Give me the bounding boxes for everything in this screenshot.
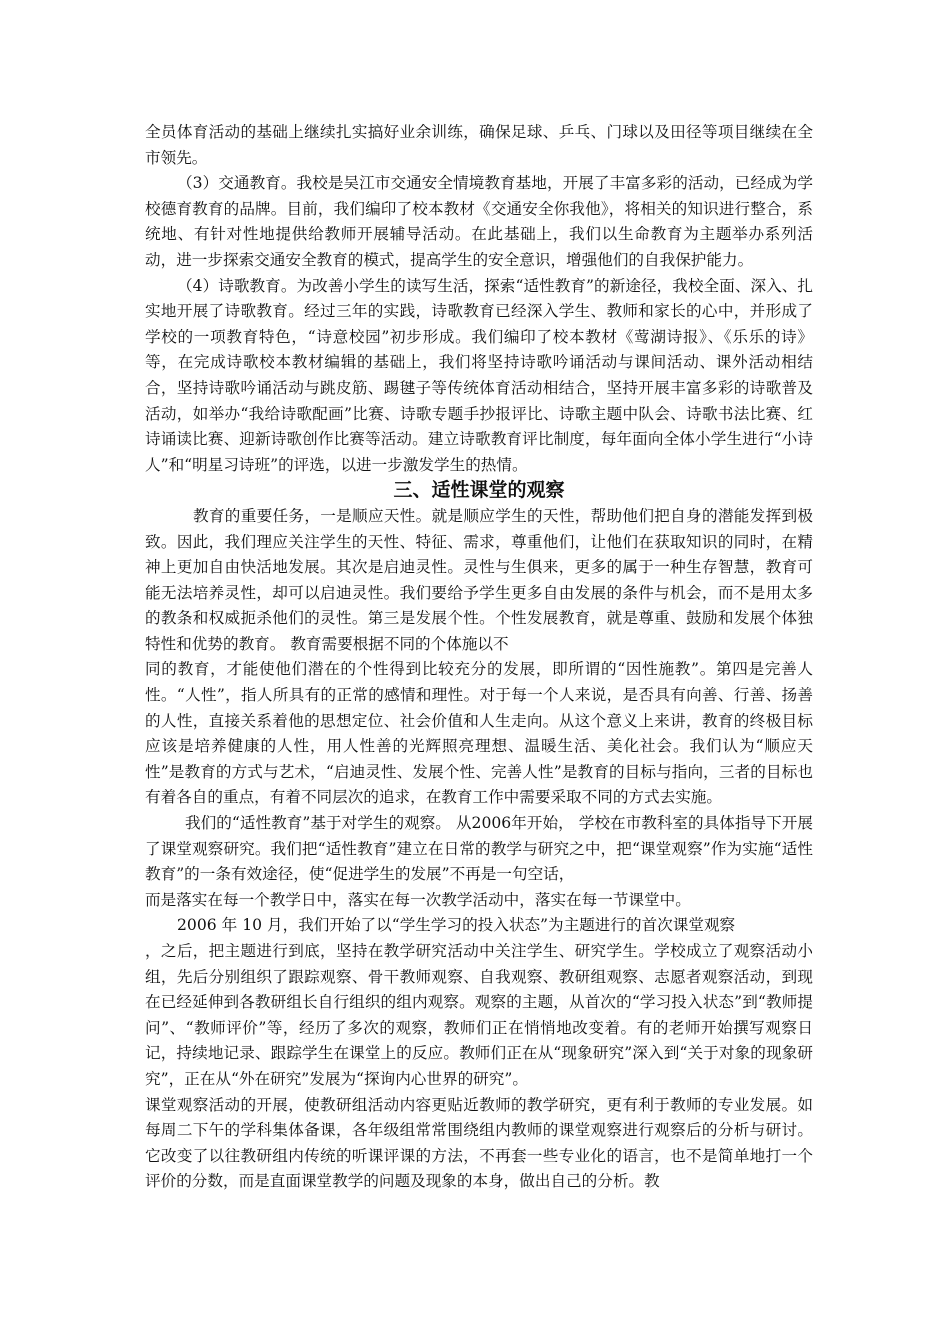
document-body: [145, 120, 813, 1195]
section-heading: 三、适性课堂的观察: [393, 479, 565, 502]
paragraph-education-tasks: 教育的重要任务，一是顺应天性。就是顺应学生的天性，帮助他们把自身的潜能发挥到极致。因此，我们理应关注学生的天性、特征、需求，尊重他们，让他们在获取知识的同时，在精神上更加自由快活地发展。其次是启迪灵性。灵性与生俱来，更多的属于一种生存智慧，教育可能无法培养灵性，却可以启迪灵性。我们要给予学生更多自由发展的条件与机会，而不是用太多的教条和权威扼杀他们的灵性。第三是发展个性。个性发展教育，就是尊重、鼓励和发展个体独特性和优势的教育。 教育需要根据不同的个体施以不: [145, 506, 813, 653]
paragraph-poetry-education: （4）诗歌教育。为改善小学生的读写生活，探索“适性教育”的新途径，我校全面、深入、扎实地开展了诗歌教育。经过三年的实践，诗歌教育已经深入学生、教师和家长的心中，并形成了学校的一项教育特色，“诗意校园”初步形成。我们编印了校本教材《莺湖诗报》、《乐乐的诗》等，在完成诗歌校本教材编辑的基础上，我们将坚持诗歌吟诵活动与课间活动、课外活动相结合，坚持诗歌吟诵活动与跳皮筋、踢毽子等传统体育活动相结合，坚持开展丰富多彩的诗歌普及活动，如举办“我给诗歌配画”比赛、诗歌专题手抄报评比、诗歌主题中队会、诗歌书法比赛、红诗诵读比赛、迎新诗歌创作比赛等活动。建立诗歌教育评比制度，每年面向全体小学生进行“小诗人”和“明星习诗班”的评选，以进一步激发学生的热情。: [145, 276, 813, 474]
paragraph-human-nature: 同的教育，才能使他们潜在的个性得到比较充分的发展，即所谓的“因性施教”。第四是完善人性。“人性”，指人所具有的正常的感情和理性。对于每一个人来说，是否具有向善、行善、扬善的人性，直接关系着他的思想定位、社会价值和人生走向。从这个意义上来讲，教育的终极目标应该是培养健康的人性，用人性善的光辉照亮理想、温暖生活、美化社会。我们认为“顺应天性”是教育的方式与艺术，“启迪灵性、发展个性、完善人性”是教育的目标与指向，三者的目标也有着各自的重点，有着不同层次的追求，在教育工作中需要采取不同的方式去实施。: [145, 660, 813, 807]
paragraph-classroom-observation: 我们的“适性教育”基于对学生的观察。 从2006年开始， 学校在市教科室的具体指导下开展了课堂观察研究。我们把“适性教育”建立在日常的教学与研究之中，把“课堂观察”作为实施“适性教育”的一条有效途径，使“促进学生的发展”不再是一句空话，: [145, 814, 813, 884]
paragraph-first-observation: 2006 年 10 月，我们开始了以“学生学习的投入状态”为主题进行的首次课堂观察: [177, 916, 736, 935]
paragraph-daily-practice: 而是落实在每一个教学日中，落实在每一次教学活动中，落实在每一节课堂中。: [145, 890, 691, 909]
paragraph-traffic-education: （3）交通教育。我校是吴江市交通安全情境教育基地，开展了丰富多彩的活动，已经成为学校德育教育的品牌。目前，我们编印了校本教材《交通安全你我他》，将相关的知识进行整合，系统地、有针对性地提供给教师开展辅导活动。在此基础上，我们以生命教育为主题举办系列活动，进一步探索交通安全教育的模式，提高学生的安全意识，增强他们的自我保护能力。: [145, 174, 813, 269]
paragraph-observation-group: ，之后，把主题进行到底，坚持在教学研究活动中关注学生、研究学生。学校成立了观察活动小组，先后分别组织了跟踪观察、骨干教师观察、自我观察、教研组观察、志愿者观察活动，到现在已经延伸到各教研组长自行组织的组内观察。观察的主题，从首次的“学习投入状态”到“教师提问”、“教师评价”等，经历了多次的观察，教师们正在悄悄地改变着。有的老师开始撰写观察日记，持续地记录、跟踪学生在课堂上的反应。教师们正在从“现象研究”深入到“关于对象的现象研究”，正在从“外在研究”发展为“探询内心世界的研究”。: [145, 942, 813, 1088]
paragraph-teaching-research: 课堂观察活动的开展，使教研组活动内容更贴近教师的教学研究，更有利于教师的专业发展。如每周二下午的学科集体备课，各年级组常常围绕组内教师的课堂观察进行观察后的分析与研讨。它改变了以往教研组内传统的听课评课的方法，不再套一些专业化的语言，也不是简单地打一个评价的分数，而是直面课堂教学的问题及现象的本身，做出自己的分析。教: [145, 1095, 813, 1191]
paragraph-sports-continuation: 全员体育活动的基础上继续扎实搞好业余训练，确保足球、乒乓、门球以及田径等项目继续在全市领先。: [145, 123, 813, 167]
